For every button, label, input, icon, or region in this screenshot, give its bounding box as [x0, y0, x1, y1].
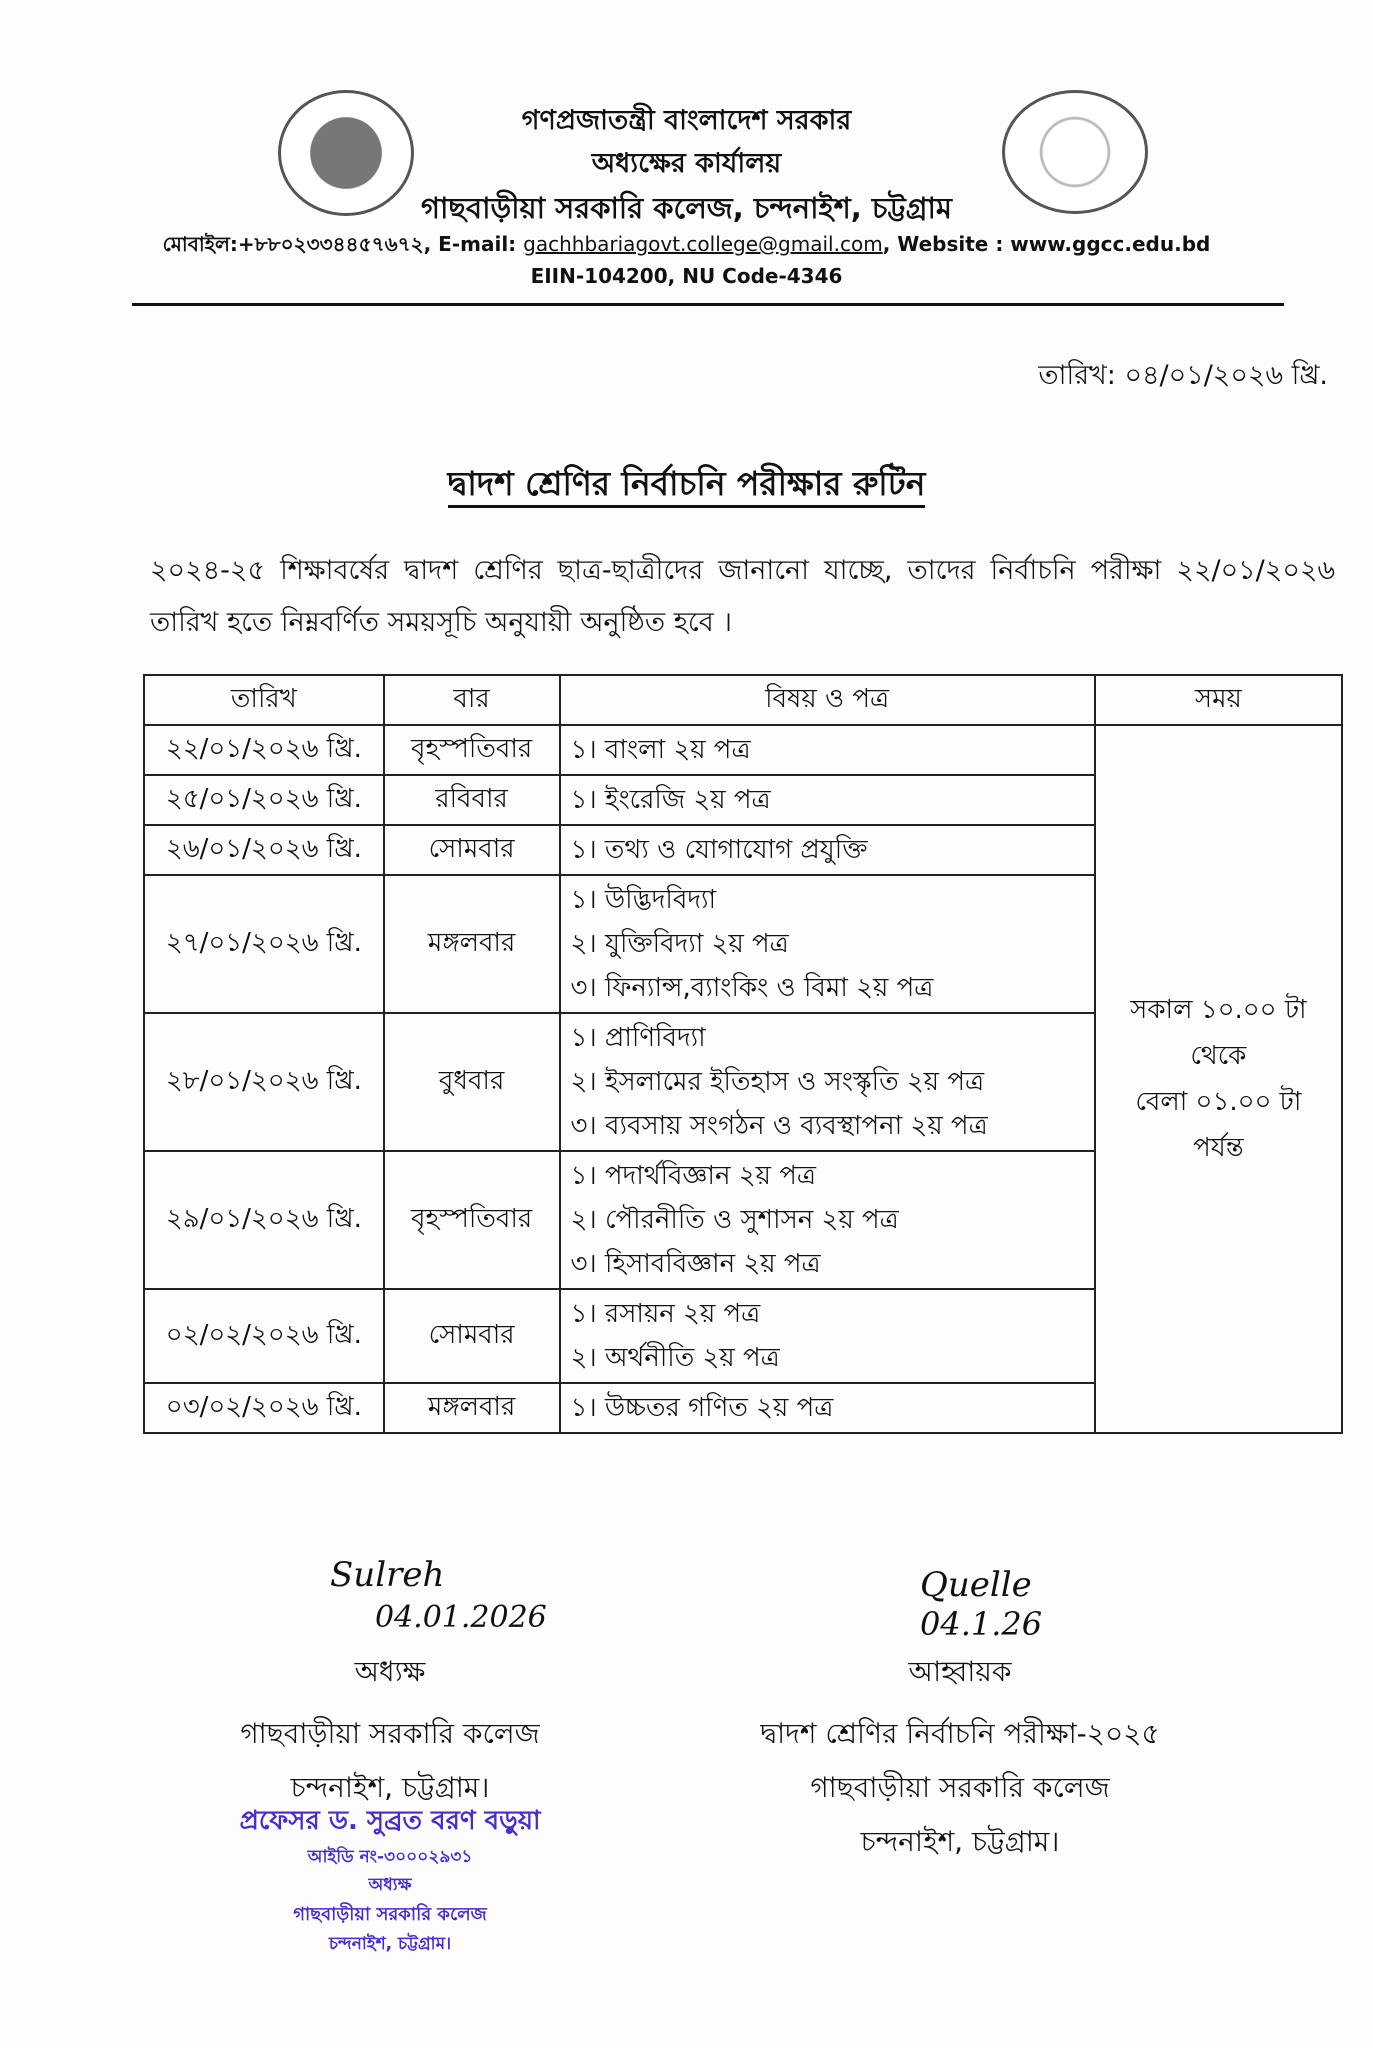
- col-time: সময়: [1095, 675, 1342, 725]
- subject-item: ১। রসায়ন ২য় পত্র: [570, 1299, 761, 1329]
- row-date: ০৩/০২/২০২৬ খ্রি.: [144, 1383, 384, 1433]
- stamp-college: গাছবাড়ীয়া সরকারি কলেজ: [293, 1904, 487, 1925]
- row-day: সোমবার: [384, 825, 560, 875]
- principal-college: গাছবাড়ীয়া সরকারি কলেজ: [240, 1717, 540, 1750]
- stamp-name: প্রফেসর ড. সুব্রত বরণ বড়ুয়া: [239, 1806, 541, 1836]
- col-date: তারিখ: [144, 675, 384, 725]
- stamp-id: আইডি নং-৩০০০২৯৩১: [307, 1847, 473, 1867]
- row-subjects: [560, 725, 1095, 775]
- principal-signature-date: 04.01.2026: [375, 1600, 547, 1635]
- subject-item: ১। ইংরেজি ২য় পত্র: [570, 785, 771, 815]
- row-date: ২৯/০১/২০২৬ খ্রি.: [144, 1151, 384, 1289]
- row-day: বুধবার: [384, 1013, 560, 1151]
- time-line: বেলা ০১.০০ টা: [1135, 1087, 1302, 1117]
- row-date: ২৮/০১/২০২৬ খ্রি.: [144, 1013, 384, 1151]
- table-row: [144, 725, 1342, 775]
- subject-item: ২। পৌরনীতি ও সুশাসন ২য় পত্র: [570, 1205, 899, 1235]
- subject-item: ২। অর্থনীতি ২য় পত্র: [570, 1343, 780, 1373]
- row-date: ২৬/০১/২০২৬ খ্রি.: [144, 825, 384, 875]
- row-day: রবিবার: [384, 775, 560, 825]
- exam-time-cell: [1095, 725, 1342, 1433]
- table-header-row: [144, 675, 1342, 725]
- row-date: ২৫/০১/২০২৬ খ্রি.: [144, 775, 384, 825]
- convener-committee: দ্বাদশ শ্রেণির নির্বাচনি পরীক্ষা-২০২৫: [760, 1717, 1160, 1750]
- document-date: তারিখ: ০৪/০১/২০২৬ খ্রি.: [1038, 360, 1328, 391]
- row-subjects: [560, 1151, 1095, 1289]
- row-day: সোমবার: [384, 1289, 560, 1383]
- row-subjects: [560, 825, 1095, 875]
- time-line: সকাল ১০.০০ টা: [1130, 995, 1307, 1025]
- principal-block: [190, 1645, 590, 1815]
- subject-item: ১। উদ্ভিদবিদ্যা: [570, 885, 717, 915]
- row-subjects: [560, 875, 1095, 1013]
- header-divider: [132, 303, 1284, 306]
- row-day: বৃহস্পতিবার: [384, 1151, 560, 1289]
- subject-item: ১। উচ্চতর গণিত ২য় পত্র: [570, 1393, 834, 1423]
- convener-signature: Quelle: [920, 1565, 1032, 1605]
- principal-signature: Sulreh: [330, 1555, 445, 1595]
- email-label: E-mail:: [438, 232, 517, 256]
- header-contact: [0, 230, 1373, 263]
- principal-title: অধ্যক্ষ: [354, 1655, 426, 1688]
- principal-stamp: [190, 1800, 590, 1959]
- email-link[interactable]: gachhbariagovt.college@gmail.com: [523, 232, 883, 256]
- row-subjects: [560, 1289, 1095, 1383]
- time-line: থেকে: [1190, 1041, 1247, 1071]
- subject-item: ৩। ব্যবসায় সংগঠন ও ব্যবস্থাপনা ২য় পত্র: [570, 1111, 988, 1141]
- subject-item: ১। তথ্য ও যোগাযোগ প্রযুক্তি: [570, 835, 868, 865]
- convener-location: চন্দনাইশ, চট্টগ্রাম।: [860, 1825, 1060, 1858]
- subject-item: ১। পদার্থবিজ্ঞান ২য় পত্র: [570, 1161, 816, 1191]
- mobile: মোবাইল:+৮৮০২৩৩৪৪৫৭৬৭২,: [162, 232, 432, 256]
- website: , Website : www.ggcc.edu.bd: [882, 232, 1211, 256]
- title-wrap: [0, 458, 1373, 514]
- header-govt: গণপ্রজাতন্ত্রী বাংলাদেশ সরকার: [521, 105, 852, 136]
- exam-routine-table: [143, 674, 1343, 1434]
- row-subjects: [560, 775, 1095, 825]
- subject-item: ১। বাংলা ২য় পত্র: [570, 735, 751, 765]
- row-day: বৃহস্পতিবার: [384, 725, 560, 775]
- subject-item: ৩। হিসাববিজ্ঞান ২য় পত্র: [570, 1249, 821, 1279]
- row-date: ২২/০১/২০২৬ খ্রি.: [144, 725, 384, 775]
- subject-item: ২। ইসলামের ইতিহাস ও সংস্কৃতি ২য় পত্র: [570, 1067, 985, 1097]
- row-subjects: [560, 1383, 1095, 1433]
- subject-item: ২। যুক্তিবিদ্যা ২য় পত্র: [570, 929, 789, 959]
- convener-college: গাছবাড়ীয়া সরকারি কলেজ: [810, 1771, 1110, 1804]
- subject-item: ৩। ফিন্যান্স,ব্যাংকিং ও বিমা ২য় পত্র: [570, 973, 934, 1003]
- page-title: দ্বাদশ শ্রেণির নির্বাচনি পরীক্ষার রুটিন: [448, 464, 926, 508]
- col-subject: বিষয় ও পত্র: [560, 675, 1095, 725]
- stamp-location: চন্দনাইশ, চট্টগ্রাম।: [328, 1934, 452, 1954]
- header-college: গাছবাড়ীয়া সরকারি কলেজ, চন্দনাইশ, চট্টগ্রাম: [420, 191, 953, 225]
- convener-title: আহ্বায়ক: [908, 1655, 1012, 1688]
- col-day: বার: [384, 675, 560, 725]
- header-codes: EIIN-104200, NU Code-4346: [530, 264, 843, 288]
- row-date: ০২/০২/২০২৬ খ্রি.: [144, 1289, 384, 1383]
- time-line: পর্যন্ত: [1193, 1133, 1244, 1163]
- row-subjects: [560, 1013, 1095, 1151]
- row-day: মঙ্গলবার: [384, 875, 560, 1013]
- header-office: অধ্যক্ষের কার্যালয়: [591, 148, 782, 179]
- row-date: ২৭/০১/২০২৬ খ্রি.: [144, 875, 384, 1013]
- convener-signature-date: 04.1.26: [920, 1605, 1043, 1643]
- row-day: মঙ্গলবার: [384, 1383, 560, 1433]
- subject-item: ১। প্রাণিবিদ্যা: [570, 1023, 706, 1053]
- convener-block: [720, 1645, 1200, 1869]
- principal-location: চন্দনাইশ, চট্টগ্রাম।: [290, 1771, 490, 1804]
- stamp-title: অধ্যক্ষ: [368, 1875, 412, 1895]
- intro-paragraph: ২০২৪-২৫ শিক্ষাবর্ষের দ্বাদশ শ্রেণির ছাত্র-ছাত্রীদের জানানো যাচ্ছে, তাদের নির্বাচনি পরীক্ষা ২২/০১/২০২৬ তারিখ হতে নিম্নবর্ণিত সময়সূচি অনুযায়ী অনুষ্ঠিত হবে ।: [150, 555, 1335, 638]
